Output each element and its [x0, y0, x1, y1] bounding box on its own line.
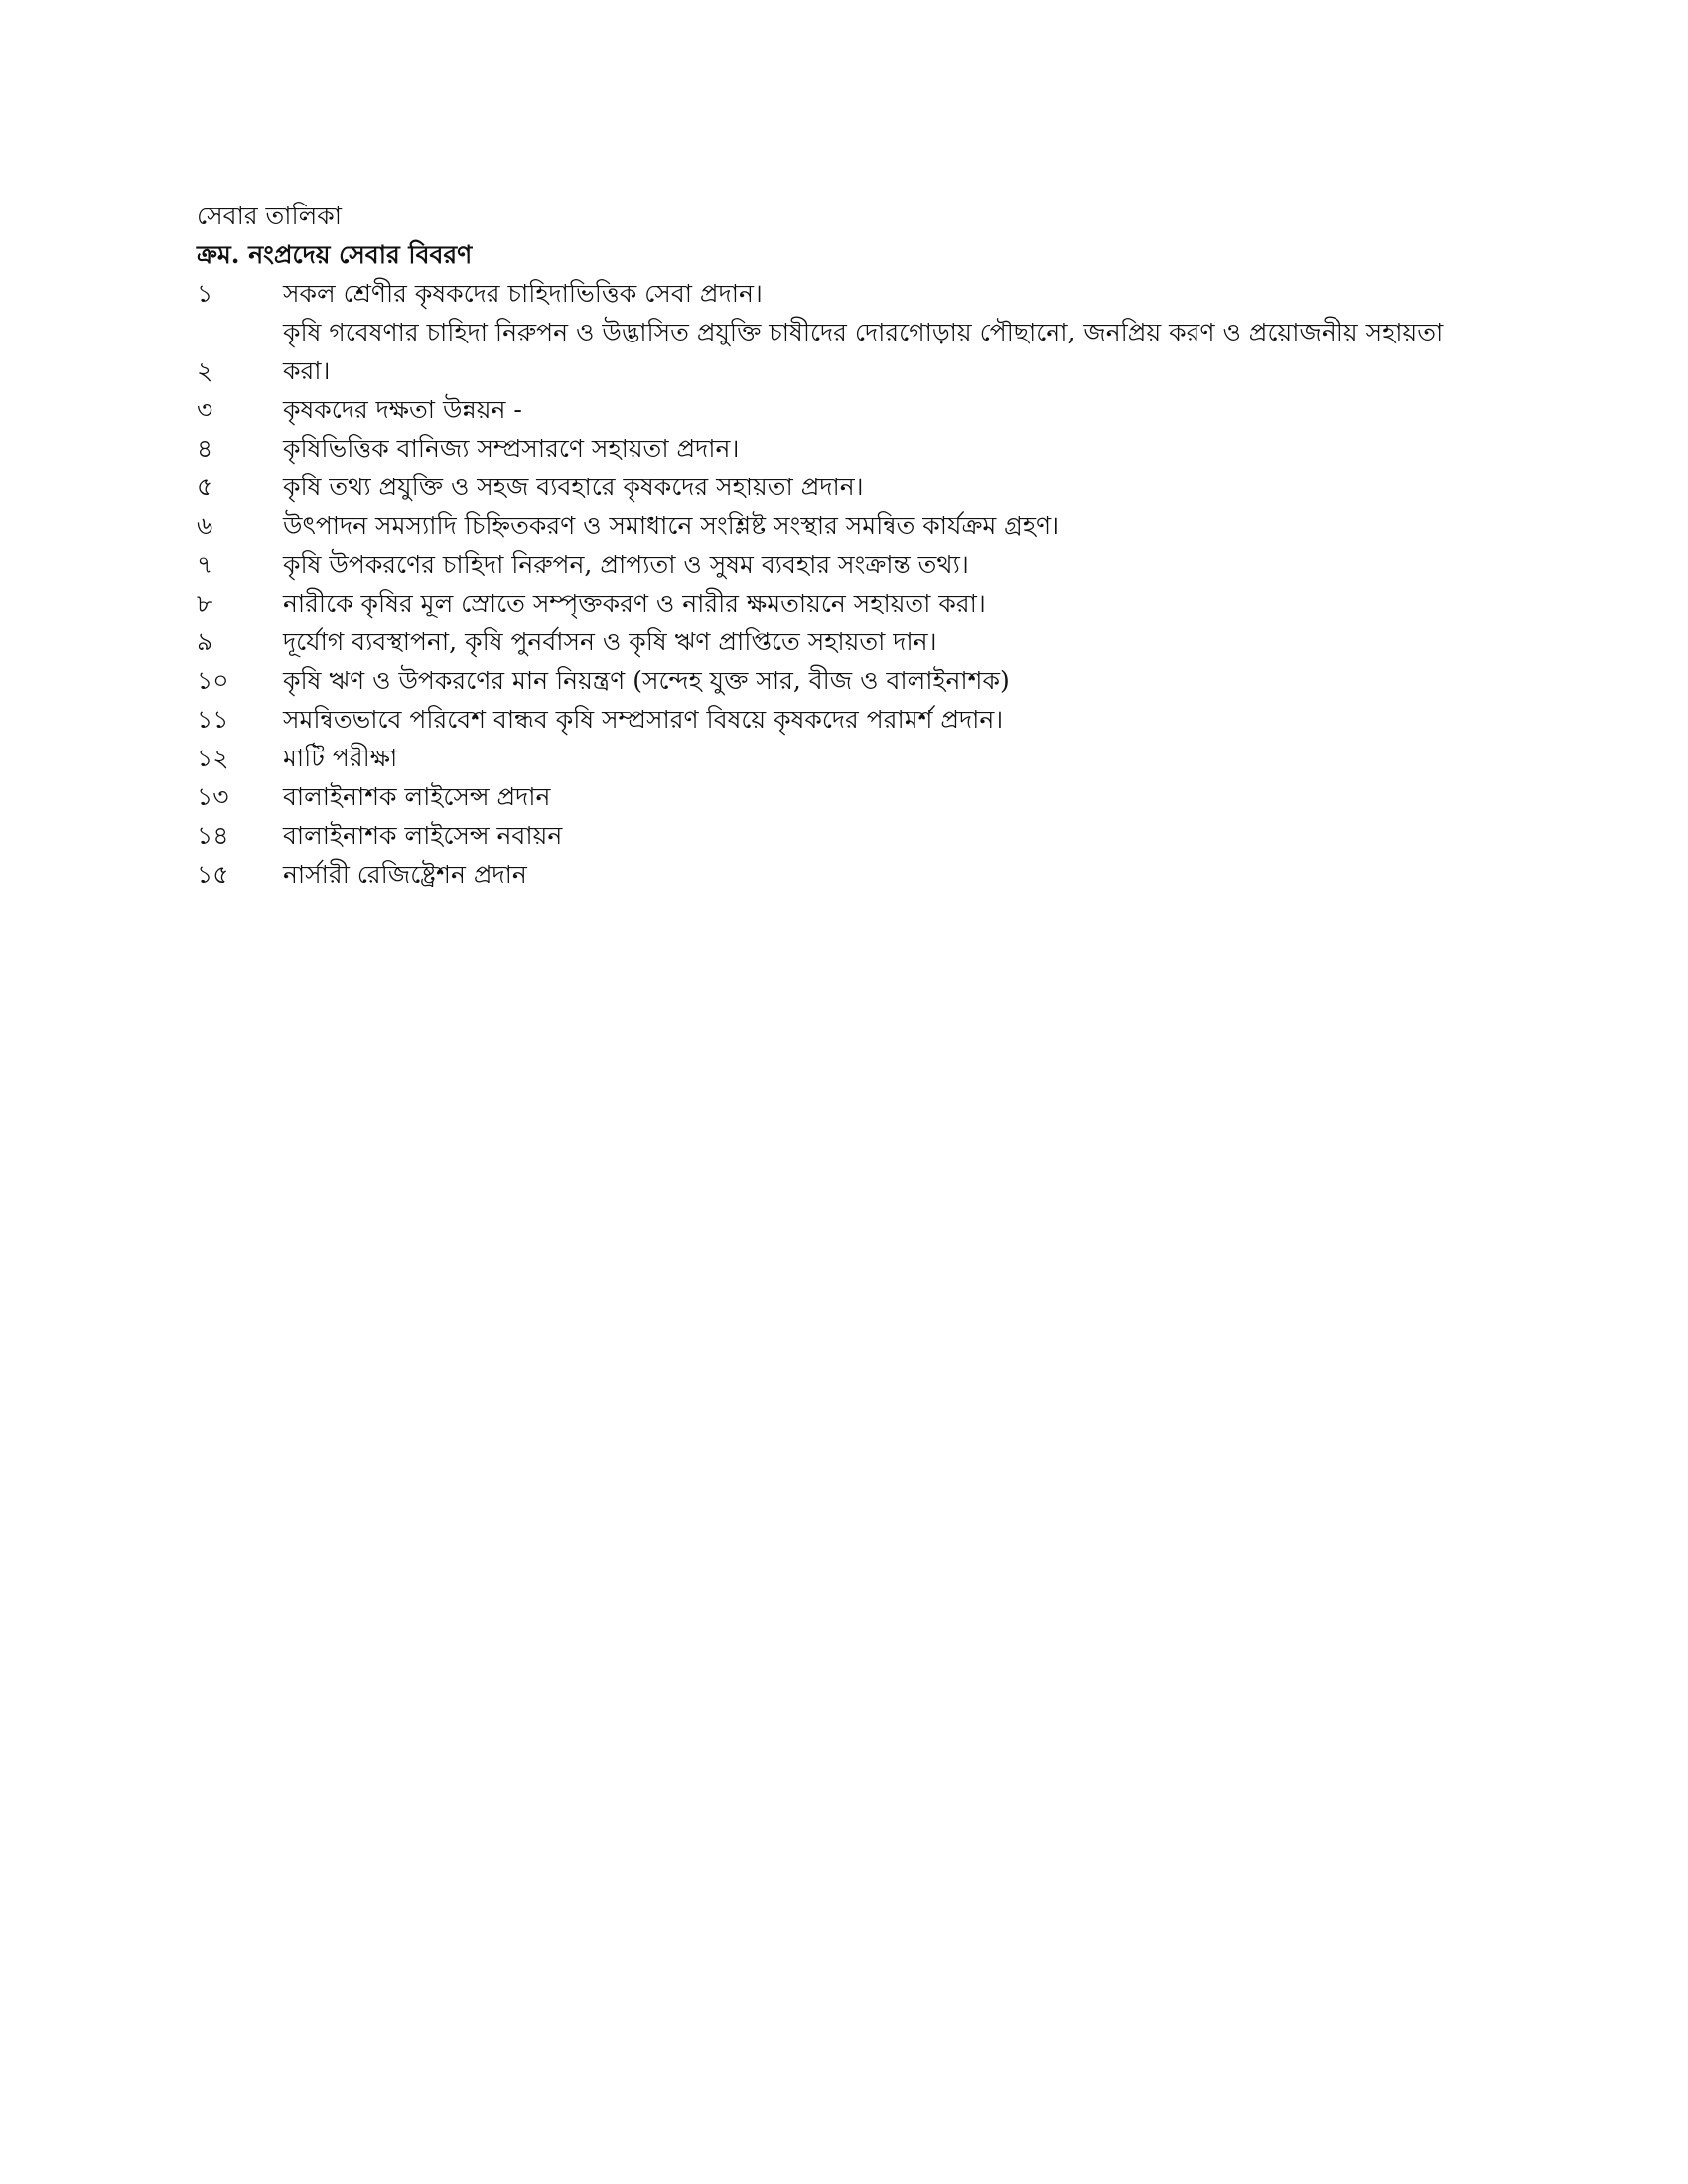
service-row: [197, 468, 1487, 506]
service-description: বালাইনাশক লাইসেন্স প্রদান: [283, 782, 551, 811]
service-row: [197, 429, 1487, 468]
service-number: ৩: [197, 395, 213, 424]
service-number: ৯: [197, 627, 213, 656]
service-description: নারীকে কৃষির মূল স্রোতে সম্পৃক্তকরণ ও নারীর ক্ষমতায়নে সহায়তা করা।: [283, 589, 986, 617]
service-description: মাটি পরীক্ষা: [283, 744, 398, 772]
service-number: ৪: [197, 434, 213, 463]
service-number: ৮: [197, 589, 213, 617]
service-number: ২: [197, 356, 213, 385]
service-row: [197, 313, 1487, 390]
service-number: ৫: [197, 473, 213, 501]
service-number: ৭: [197, 550, 213, 579]
service-row: [197, 274, 1487, 313]
service-row: [197, 506, 1487, 545]
service-row: [197, 661, 1487, 700]
service-row: [197, 777, 1487, 816]
service-description-continued: করা।: [283, 356, 331, 385]
service-description: কৃষি গবেষণার চাহিদা নিরুপন ও উদ্ভাসিত প্রযুক্তি চাষীদের দোরগোড়ায় পৌছানো, জনপ্রিয় করণ ও প্রয়োজনীয় সহায়তা: [283, 318, 1444, 346]
service-number: ১২: [197, 744, 229, 772]
service-row: [197, 584, 1487, 622]
service-row: [197, 739, 1487, 777]
service-row: [197, 622, 1487, 661]
service-description: কৃষি ঋণ ও উপকরণের মান নিয়ন্ত্রণ (সন্দেহ যুক্ত সার, বীজ ও বালাইনাশক): [283, 666, 1010, 695]
service-description: বালাইনাশক লাইসেন্স নবায়ন: [283, 821, 563, 850]
table-header: ক্রম. নংপ্রদেয় সেবার বিবরণ: [197, 240, 473, 269]
service-number: ১৩: [197, 782, 229, 811]
service-row: [197, 390, 1487, 429]
service-description: কৃষকদের দক্ষতা উন্নয়ন -: [283, 395, 522, 424]
service-description: দূর্যোগ ব্যবস্থাপনা, কৃষি পুনর্বাসন ও কৃষি ঋণ প্রাপ্তিতে সহায়তা দান।: [283, 627, 937, 656]
service-number: ১১: [197, 705, 229, 734]
service-row: [197, 700, 1487, 739]
service-description: কৃষিভিত্তিক বানিজ্য সম্প্রসারণে সহায়তা প্রদান।: [283, 434, 740, 463]
service-number: ১৫: [197, 860, 229, 888]
service-description: কৃষি তথ্য প্রযুক্তি ও সহজ ব্যবহারে কৃষকদের সহায়তা প্রদান।: [283, 473, 864, 501]
service-number: ১: [197, 279, 213, 308]
service-number: ১০: [197, 666, 229, 695]
service-description: সমন্বিতভাবে পরিবেশ বান্ধব কৃষি সম্প্রসারণ বিষয়ে কৃষকদের পরামর্শ প্রদান।: [283, 705, 1004, 734]
service-description: কৃষি উপকরণের চাহিদা নিরুপন, প্রাপ্যতা ও সুষম ব্যবহার সংক্রান্ত তথ্য।: [283, 550, 969, 579]
service-number: ৬: [197, 511, 213, 540]
service-number: ১৪: [197, 821, 229, 850]
service-description: সকল শ্রেণীর কৃষকদের চাহিদাভিত্তিক সেবা প্রদান।: [283, 279, 763, 308]
service-description: উৎপাদন সমস্যাদি চিহ্নিতকরণ ও সমাধানে সংশ্লিষ্ট সংস্থার সমন্বিত কার্যক্রম গ্রহণ।: [283, 511, 1060, 540]
service-row: [197, 545, 1487, 584]
document-title: সেবার তালিকা: [197, 202, 343, 230]
service-row: [197, 855, 1487, 893]
service-row: [197, 816, 1487, 855]
service-description: নার্সারী রেজিষ্ট্রেশন প্রদান: [283, 860, 527, 888]
